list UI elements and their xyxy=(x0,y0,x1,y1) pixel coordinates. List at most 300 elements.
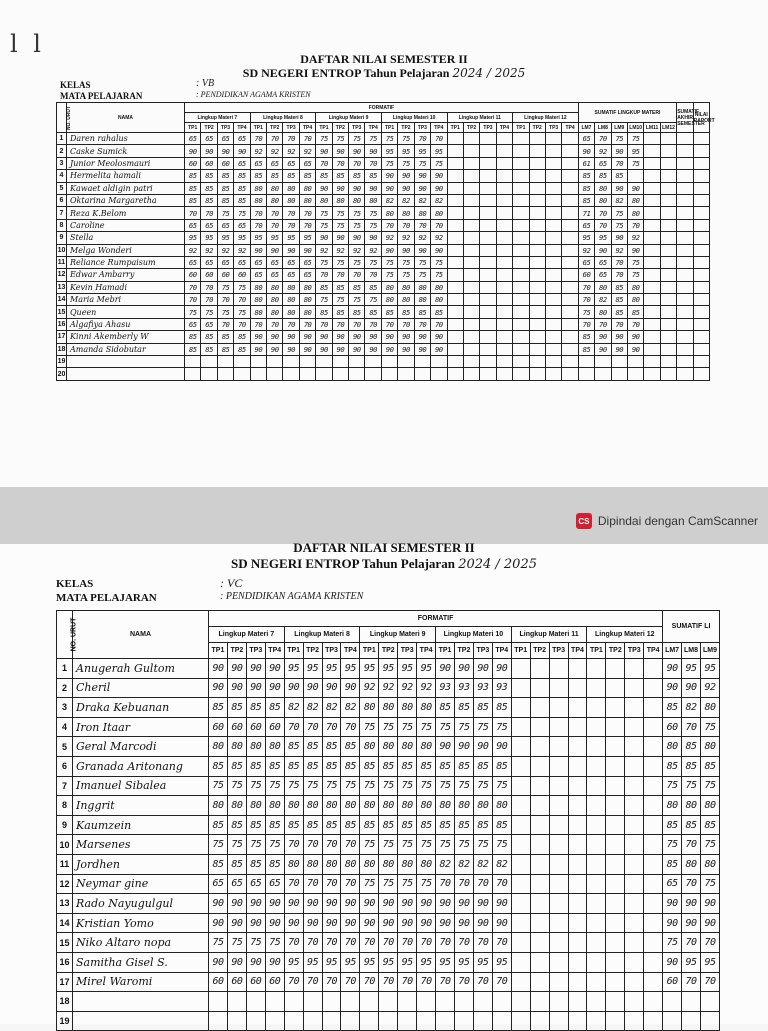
score-cell: 65 xyxy=(185,318,201,330)
score-cell: 90 xyxy=(398,182,414,194)
lm-cell: 90 xyxy=(627,244,643,256)
score-cell xyxy=(587,854,606,874)
score-cell: 70 xyxy=(322,835,341,855)
score-cell: 85 xyxy=(454,815,473,835)
score-cell: 90 xyxy=(454,894,473,914)
tp-header: TP4 xyxy=(234,123,250,133)
page1-kelas-label: KELAS xyxy=(60,80,91,90)
table-row xyxy=(57,331,710,343)
score-cell xyxy=(284,992,303,1012)
score-cell: 85 xyxy=(322,756,341,776)
lm-cell: 82 xyxy=(682,698,701,718)
score-cell: 75 xyxy=(417,776,436,796)
score-cell: 90 xyxy=(492,913,511,933)
score-cell: 80 xyxy=(299,306,315,318)
lm-header: LM12 xyxy=(662,124,675,131)
lm-cell xyxy=(644,318,660,330)
lm-cell: 90 xyxy=(663,659,682,679)
score-cell: 90 xyxy=(454,659,473,679)
lm-cell: 80 xyxy=(627,294,643,306)
score-cell: 70 xyxy=(283,133,299,145)
lm-cell: 65 xyxy=(595,269,611,281)
score-cell: 90 xyxy=(349,331,365,343)
score-cell: 70 xyxy=(398,219,414,231)
score-cell: 92 xyxy=(349,244,365,256)
score-cell: 90 xyxy=(209,659,228,679)
score-cell xyxy=(545,133,561,145)
score-cell: 85 xyxy=(234,343,250,355)
tp-header: TP1 xyxy=(185,123,201,133)
score-cell xyxy=(185,368,201,380)
score-cell: 65 xyxy=(246,874,265,894)
score-cell xyxy=(185,356,201,368)
score-cell: 92 xyxy=(398,678,417,698)
score-cell: 80 xyxy=(209,796,228,816)
score-cell: 90 xyxy=(267,331,283,343)
score-cell: 80 xyxy=(414,207,430,219)
score-cell xyxy=(463,368,479,380)
score-cell xyxy=(463,343,479,355)
score-cell xyxy=(529,306,545,318)
score-cell xyxy=(549,796,568,816)
lm-header: LM11 xyxy=(645,124,659,131)
scan-gap xyxy=(0,487,768,544)
score-cell: 65 xyxy=(185,219,201,231)
score-cell xyxy=(568,1011,587,1031)
score-cell: 92 xyxy=(398,232,414,244)
row-number: 11 xyxy=(57,256,67,268)
score-cell xyxy=(463,331,479,343)
score-cell xyxy=(529,133,545,145)
score-cell xyxy=(529,232,545,244)
score-cell xyxy=(562,207,578,219)
score-cell: 75 xyxy=(365,207,381,219)
score-cell xyxy=(447,207,463,219)
score-cell xyxy=(513,331,529,343)
score-cell: 90 xyxy=(454,913,473,933)
score-cell: 65 xyxy=(299,256,315,268)
score-cell xyxy=(562,343,578,355)
score-cell: 90 xyxy=(316,343,332,355)
score-cell: 90 xyxy=(398,331,414,343)
row-number: 20 xyxy=(57,368,67,380)
table-row xyxy=(57,972,720,992)
score-cell: 70 xyxy=(436,933,455,953)
score-cell: 85 xyxy=(209,756,228,776)
score-cell: 90 xyxy=(414,170,430,182)
score-cell: 75 xyxy=(265,776,284,796)
score-cell xyxy=(447,306,463,318)
lm-cell: 85 xyxy=(682,737,701,757)
score-cell: 60 xyxy=(201,157,217,169)
score-cell xyxy=(480,331,496,343)
score-cell: 70 xyxy=(250,318,266,330)
score-cell: 70 xyxy=(267,318,283,330)
score-cell: 80 xyxy=(473,796,492,816)
tp-header: TP4 xyxy=(644,643,663,659)
page2-mapel-value: : PENDIDIKAN AGAMA KRISTEN xyxy=(220,591,364,602)
lm-cell: 70 xyxy=(595,318,611,330)
lm-cell: 65 xyxy=(578,256,594,268)
score-cell xyxy=(246,992,265,1012)
score-cell: 80 xyxy=(283,294,299,306)
score-cell: 85 xyxy=(227,756,246,776)
score-cell xyxy=(530,756,549,776)
score-cell xyxy=(463,157,479,169)
lm-cell xyxy=(595,356,611,368)
score-cell xyxy=(562,281,578,293)
score-cell: 85 xyxy=(349,306,365,318)
score-cell: 80 xyxy=(417,737,436,757)
score-cell xyxy=(562,170,578,182)
lm-cell xyxy=(682,992,701,1012)
score-cell xyxy=(545,157,561,169)
table-row xyxy=(57,269,710,281)
score-cell xyxy=(463,306,479,318)
score-cell xyxy=(463,182,479,194)
score-cell: 80 xyxy=(283,281,299,293)
score-cell: 70 xyxy=(299,207,315,219)
lm-cell xyxy=(644,157,660,169)
score-cell xyxy=(447,232,463,244)
score-cell: 95 xyxy=(454,952,473,972)
lm-cell: 75 xyxy=(700,776,719,796)
lm-header: LM7 xyxy=(578,123,594,133)
tp-header: TP1 xyxy=(511,643,530,659)
score-cell: 85 xyxy=(431,306,447,318)
score-cell xyxy=(549,756,568,776)
lm-cell: 70 xyxy=(700,972,719,992)
lm-cell: 75 xyxy=(578,306,594,318)
lm-cell xyxy=(660,368,676,380)
table-row xyxy=(57,717,720,737)
score-cell xyxy=(447,256,463,268)
score-cell: 95 xyxy=(492,952,511,972)
lm-cell: 70 xyxy=(578,318,594,330)
score-cell xyxy=(299,356,315,368)
score-cell: 90 xyxy=(267,244,283,256)
score-cell: 65 xyxy=(201,219,217,231)
table-row xyxy=(57,992,720,1012)
lm-cell xyxy=(627,170,643,182)
table-row xyxy=(57,170,710,182)
score-cell: 85 xyxy=(217,194,233,206)
score-cell: 75 xyxy=(398,157,414,169)
score-cell: 75 xyxy=(398,269,414,281)
score-cell xyxy=(545,232,561,244)
score-cell xyxy=(529,318,545,330)
score-cell: 82 xyxy=(414,194,430,206)
score-cell: 90 xyxy=(473,659,492,679)
score-cell xyxy=(587,952,606,972)
score-cell xyxy=(644,913,663,933)
lm-cell: 92 xyxy=(611,244,627,256)
score-cell xyxy=(568,854,587,874)
lm-cell xyxy=(700,992,719,1012)
tp-header: TP3 xyxy=(349,123,365,133)
tp-header: TP2 xyxy=(530,643,549,659)
score-cell: 70 xyxy=(398,972,417,992)
score-cell: 95 xyxy=(283,232,299,244)
score-cell xyxy=(545,182,561,194)
lm-cell: 85 xyxy=(700,815,719,835)
score-cell: 95 xyxy=(267,232,283,244)
score-cell xyxy=(644,756,663,776)
table-row xyxy=(57,913,720,933)
score-cell: 65 xyxy=(201,256,217,268)
score-cell xyxy=(529,182,545,194)
tp-header: TP3 xyxy=(283,123,299,133)
lm-cell: 75 xyxy=(627,133,643,145)
score-cell: 85 xyxy=(303,815,322,835)
score-cell: 70 xyxy=(436,874,455,894)
score-cell: 92 xyxy=(417,678,436,698)
row-number: 13 xyxy=(57,281,67,293)
lm-cell: 85 xyxy=(611,170,627,182)
score-cell xyxy=(562,244,578,256)
score-cell xyxy=(644,972,663,992)
tp-header: TP2 xyxy=(379,643,398,659)
table-row xyxy=(57,894,720,914)
score-cell xyxy=(332,368,348,380)
score-cell xyxy=(625,678,644,698)
score-cell xyxy=(606,992,625,1012)
score-cell: 85 xyxy=(379,815,398,835)
score-cell: 95 xyxy=(341,659,360,679)
score-cell: 70 xyxy=(322,874,341,894)
score-cell xyxy=(529,343,545,355)
score-cell: 80 xyxy=(250,281,266,293)
lm-cell: 65 xyxy=(595,157,611,169)
score-cell: 82 xyxy=(381,194,397,206)
score-cell: 85 xyxy=(436,756,455,776)
score-cell xyxy=(447,194,463,206)
score-cell: 70 xyxy=(322,717,341,737)
nilai-raport-header: NILAI RAPORT xyxy=(693,103,709,133)
score-cell: 75 xyxy=(316,207,332,219)
score-cell: 90 xyxy=(250,244,266,256)
score-cell xyxy=(568,698,587,718)
score-cell xyxy=(447,170,463,182)
score-cell xyxy=(417,992,436,1012)
score-cell: 70 xyxy=(185,207,201,219)
sumatif-akhir-cell xyxy=(677,368,693,380)
score-cell: 80 xyxy=(267,294,283,306)
score-cell xyxy=(447,356,463,368)
score-cell xyxy=(511,737,530,757)
score-cell xyxy=(568,678,587,698)
row-number: 9 xyxy=(57,232,67,244)
score-cell: 85 xyxy=(316,170,332,182)
scan-page-1 xyxy=(0,0,768,487)
score-cell: 80 xyxy=(284,854,303,874)
score-cell xyxy=(511,717,530,737)
score-cell: 75 xyxy=(365,133,381,145)
lm-cell: 90 xyxy=(627,343,643,355)
table-row xyxy=(57,194,710,206)
tp-header: TP1 xyxy=(209,643,228,659)
score-cell: 70 xyxy=(299,133,315,145)
page1-subtitle-prefix: SD NEGERI ENTROP Tahun Pelajaran xyxy=(242,66,450,80)
score-cell xyxy=(513,269,529,281)
score-cell: 65 xyxy=(185,133,201,145)
score-cell: 85 xyxy=(265,756,284,776)
score-cell: 70 xyxy=(360,933,379,953)
lm-cell: 90 xyxy=(682,913,701,933)
score-cell: 82 xyxy=(322,698,341,718)
table-row xyxy=(57,306,710,318)
lm-cell xyxy=(644,219,660,231)
sumatif-akhir-cell xyxy=(677,294,693,306)
lm-cell: 75 xyxy=(611,207,627,219)
score-cell xyxy=(511,933,530,953)
score-cell: 90 xyxy=(322,894,341,914)
tp-header: TP4 xyxy=(417,643,436,659)
lm-cell: 85 xyxy=(611,306,627,318)
row-number: 7 xyxy=(57,207,67,219)
score-cell xyxy=(360,992,379,1012)
score-cell: 95 xyxy=(414,145,430,157)
row-number: 14 xyxy=(57,294,67,306)
lm-cell xyxy=(644,343,660,355)
score-cell: 65 xyxy=(185,256,201,268)
score-cell xyxy=(530,933,549,953)
score-cell: 75 xyxy=(217,207,233,219)
score-cell: 90 xyxy=(250,331,266,343)
score-cell: 80 xyxy=(299,281,315,293)
score-cell xyxy=(513,281,529,293)
tp-header: TP4 xyxy=(341,643,360,659)
lm-cell: 70 xyxy=(700,933,719,953)
score-cell: 85 xyxy=(299,170,315,182)
score-cell: 90 xyxy=(365,232,381,244)
score-cell: 85 xyxy=(201,194,217,206)
score-cell: 80 xyxy=(227,737,246,757)
score-cell: 90 xyxy=(454,737,473,757)
row-number: 17 xyxy=(57,331,67,343)
lm-cell xyxy=(660,145,676,157)
score-cell: 80 xyxy=(303,796,322,816)
table-row xyxy=(57,659,720,679)
student-name: Hermelita hamali xyxy=(67,170,185,182)
score-cell: 90 xyxy=(217,145,233,157)
score-cell xyxy=(447,368,463,380)
score-cell: 82 xyxy=(492,854,511,874)
sumatif-akhir-cell xyxy=(677,269,693,281)
score-cell xyxy=(568,972,587,992)
header-row-formatif xyxy=(57,103,710,113)
score-cell: 92 xyxy=(250,145,266,157)
lm-cell xyxy=(644,145,660,157)
score-cell xyxy=(549,874,568,894)
score-cell: 80 xyxy=(322,796,341,816)
score-cell: 90 xyxy=(349,145,365,157)
score-cell xyxy=(322,1011,341,1031)
score-cell xyxy=(562,269,578,281)
sumatif-akhir-cell xyxy=(677,331,693,343)
score-cell: 90 xyxy=(341,678,360,698)
score-cell: 75 xyxy=(431,256,447,268)
score-cell xyxy=(606,756,625,776)
score-cell: 65 xyxy=(234,157,250,169)
score-cell: 75 xyxy=(473,776,492,796)
formatif-header: FORMATIF xyxy=(209,611,663,627)
lm-cell: 90 xyxy=(611,331,627,343)
lm-cell xyxy=(644,281,660,293)
score-cell: 85 xyxy=(398,756,417,776)
score-cell xyxy=(568,933,587,953)
tp-header: TP2 xyxy=(463,123,479,133)
sumatif-akhir-cell xyxy=(677,170,693,182)
score-cell: 95 xyxy=(473,952,492,972)
group-header: Lingkup Materi 7 xyxy=(209,627,285,643)
lm-cell: 90 xyxy=(611,145,627,157)
score-cell: 85 xyxy=(201,182,217,194)
score-cell: 70 xyxy=(303,835,322,855)
score-cell: 80 xyxy=(398,796,417,816)
score-cell: 95 xyxy=(284,952,303,972)
score-cell xyxy=(265,1011,284,1031)
score-cell xyxy=(587,796,606,816)
score-cell: 75 xyxy=(209,835,228,855)
score-cell xyxy=(480,194,496,206)
score-cell xyxy=(530,894,549,914)
score-cell: 92 xyxy=(234,244,250,256)
lm-cell: 85 xyxy=(611,294,627,306)
score-cell: 70 xyxy=(303,972,322,992)
score-cell xyxy=(234,356,250,368)
score-cell: 75 xyxy=(398,874,417,894)
tp-header: TP1 xyxy=(284,643,303,659)
score-cell xyxy=(644,698,663,718)
score-cell: 95 xyxy=(250,232,266,244)
score-cell: 75 xyxy=(246,835,265,855)
score-cell: 70 xyxy=(414,318,430,330)
student-name: Maria Mebri xyxy=(67,294,185,306)
lm-cell xyxy=(660,306,676,318)
sumatif-akhir-cell xyxy=(677,356,693,368)
nilai-raport-cell xyxy=(693,269,709,281)
score-cell xyxy=(587,678,606,698)
score-cell: 65 xyxy=(265,874,284,894)
score-cell: 90 xyxy=(283,331,299,343)
score-cell: 75 xyxy=(398,835,417,855)
student-name: Caroline xyxy=(67,219,185,231)
score-cell xyxy=(496,256,512,268)
score-cell: 90 xyxy=(265,913,284,933)
score-cell xyxy=(529,281,545,293)
score-cell: 85 xyxy=(454,756,473,776)
score-cell: 60 xyxy=(201,269,217,281)
score-cell xyxy=(480,244,496,256)
lm-cell xyxy=(660,207,676,219)
score-cell xyxy=(545,194,561,206)
score-cell: 90 xyxy=(349,182,365,194)
score-cell: 95 xyxy=(360,659,379,679)
lm-cell: 90 xyxy=(595,244,611,256)
score-cell xyxy=(606,913,625,933)
score-cell: 90 xyxy=(414,343,430,355)
group-header: Lingkup Materi 9 xyxy=(316,113,382,123)
score-cell: 90 xyxy=(201,145,217,157)
score-cell xyxy=(568,952,587,972)
score-cell: 85 xyxy=(365,306,381,318)
score-cell: 90 xyxy=(431,182,447,194)
lm-cell: 60 xyxy=(578,269,594,281)
student-name: Kevin Hamadi xyxy=(67,281,185,293)
score-cell xyxy=(568,776,587,796)
score-cell xyxy=(463,145,479,157)
